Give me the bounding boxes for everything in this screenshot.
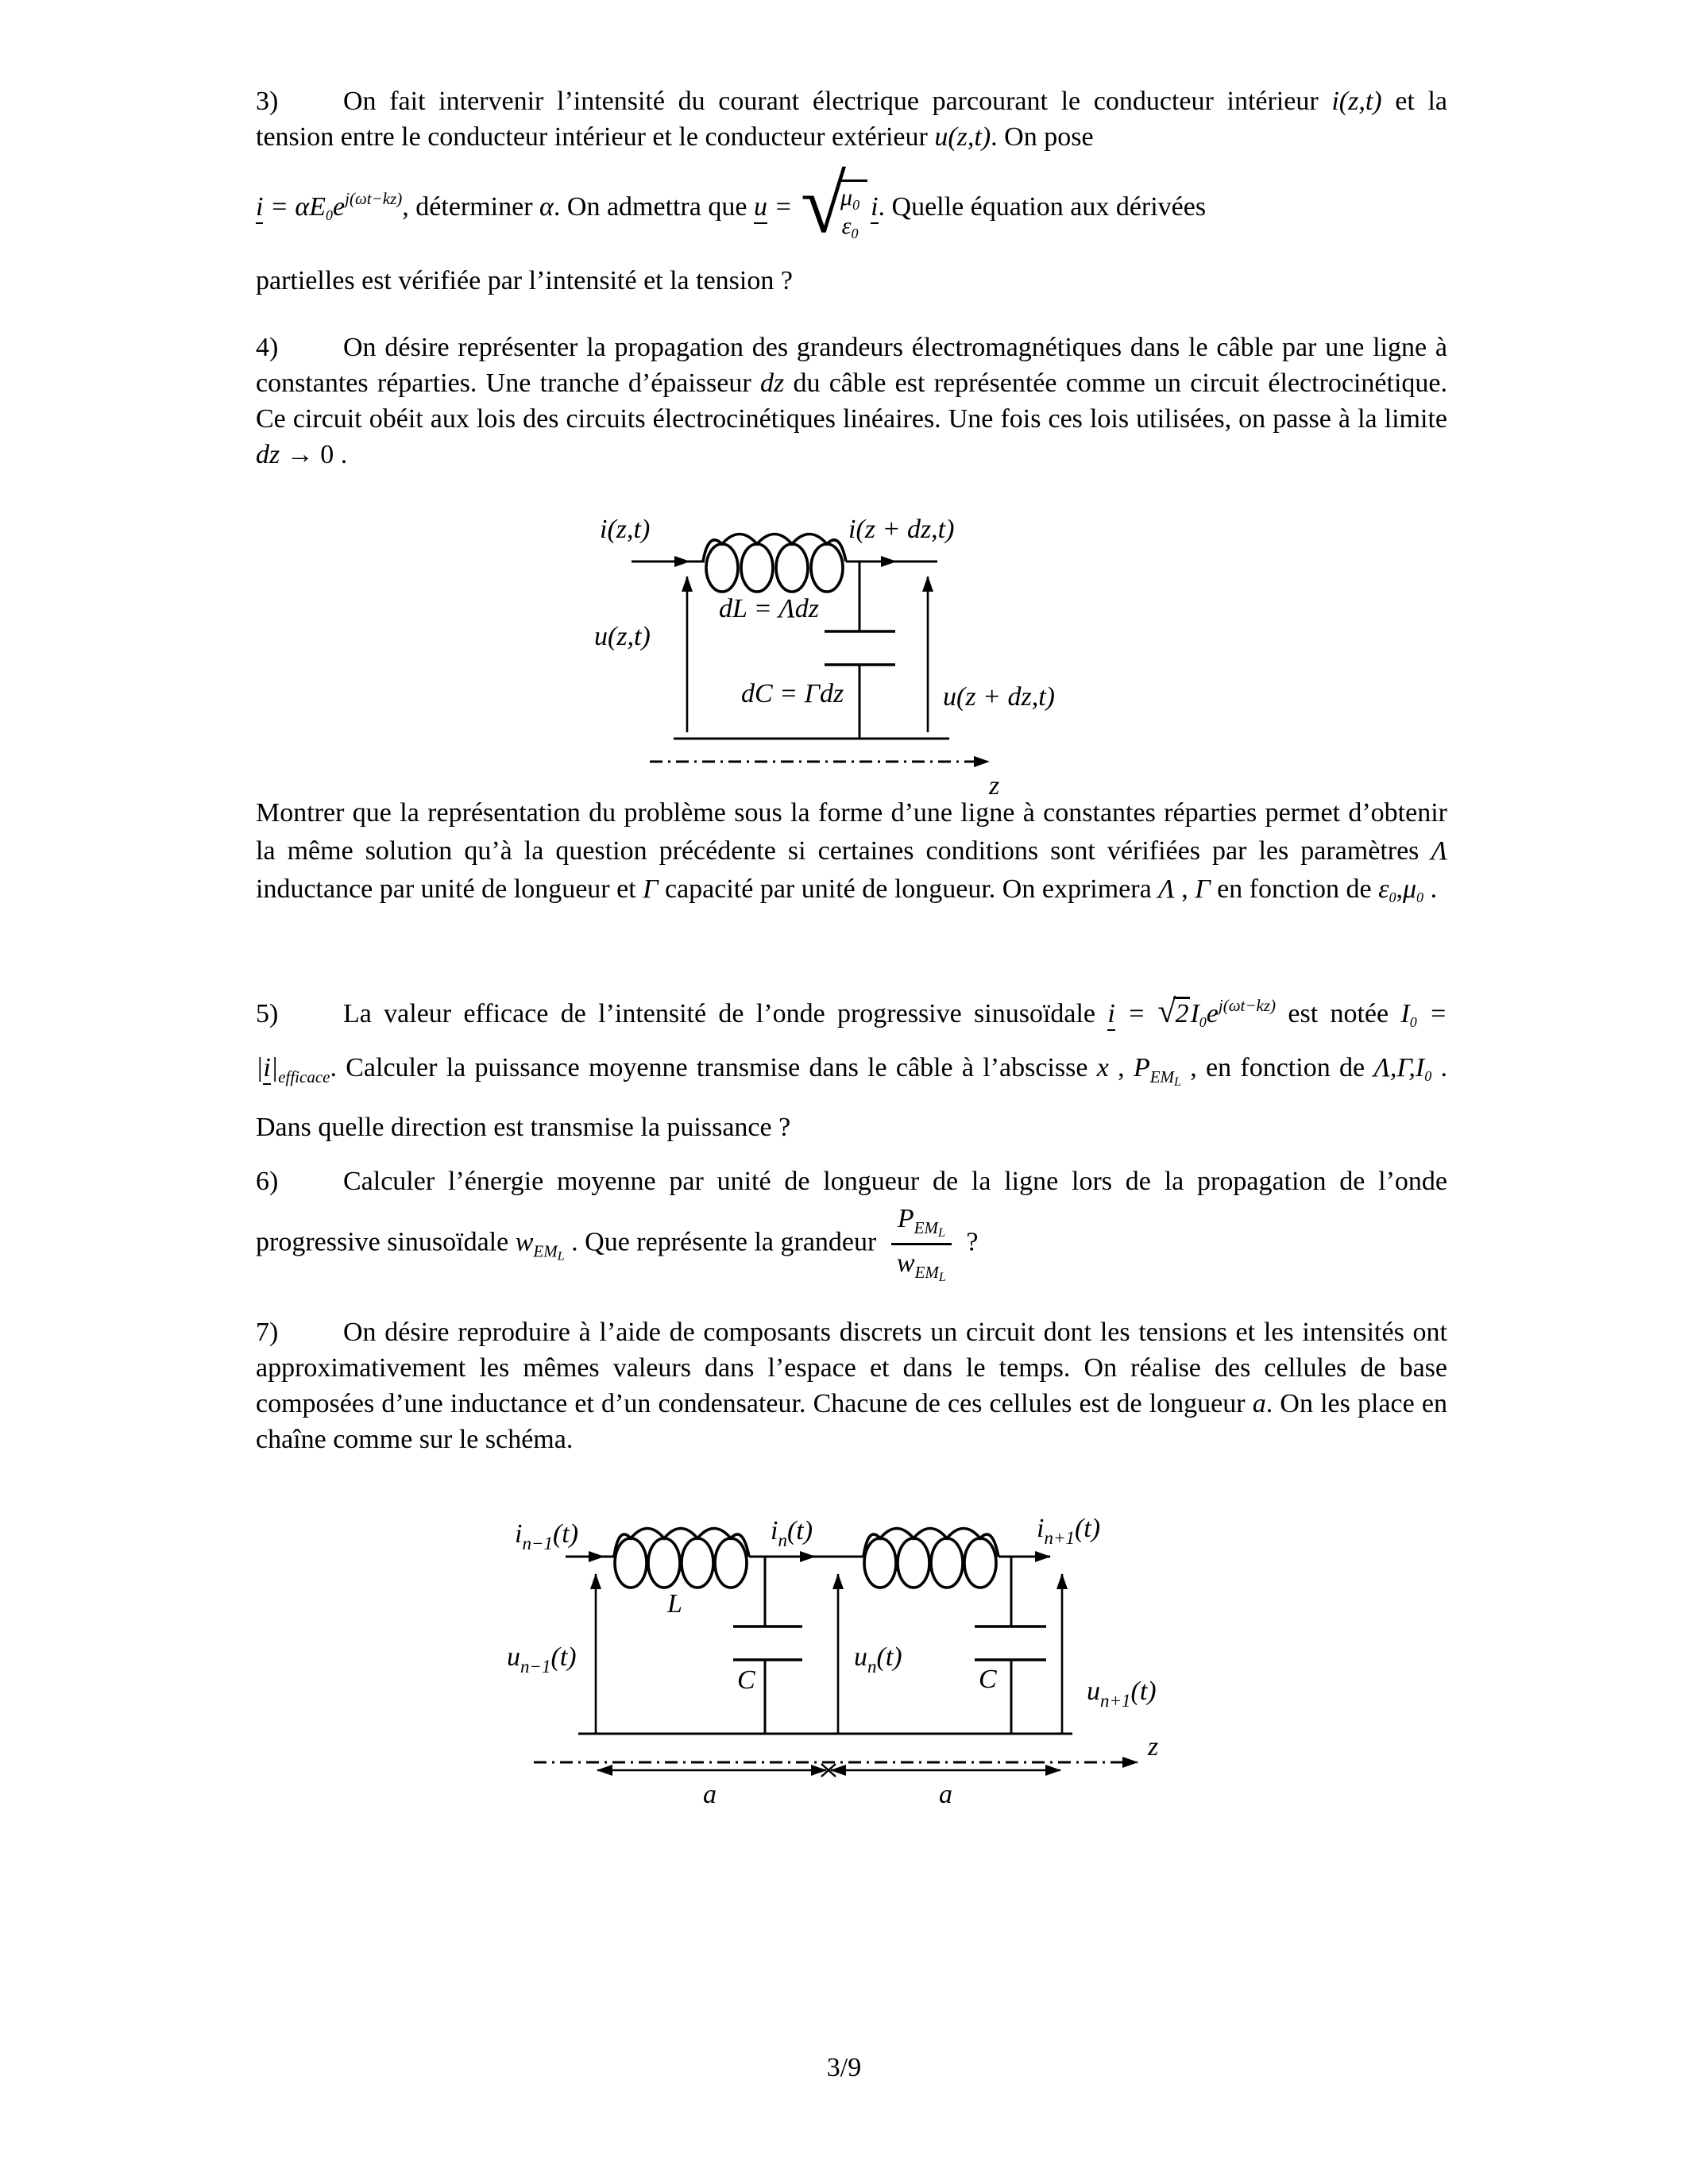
- capacitor1-plates: [733, 1626, 802, 1660]
- question-5: 5) La valeur efficace de l’intensité de l’onde progressive sinusoïdale $i = √2I0e^{j(\omega t-kz)}$ est notée $I0 = |i|_{efficace}$. Calculer la puissance moyenne transmise dans le câble à l’abscisse x , $P_{EML}$ , en fonction de Λ,Γ,I0 . Dans quelle direction est transmise la puissance ?: [256, 983, 1447, 1150]
- capacitor2-plates: [975, 1626, 1046, 1660]
- math-u-zt: u(z,t): [934, 122, 991, 152]
- page-number: 3/9: [826, 2053, 862, 2082]
- math-I: I: [1415, 1053, 1425, 1082]
- inductor-coil: [703, 534, 846, 592]
- text-segment: On désire reproduire à l’aide de composants discrets un circuit dont les tensions et les intensités ont approximativement les mêmes valeurs dans l’espace et dans le temps. On réalise des cellules de base composées d’une inductance et d’un condensateur. Chacune de ces cellules est de longueur: [256, 1318, 1447, 1418]
- label-L: L: [667, 1589, 682, 1619]
- math-alpha-E: αE: [295, 191, 326, 222]
- label-z-axis: z: [1148, 1732, 1159, 1761]
- text-segment: ,: [1108, 1053, 1134, 1082]
- label-u-next: $u_{n+1}(t)$: [1087, 1677, 1157, 1711]
- text-segment: inductance par unité de longueur et: [256, 874, 643, 904]
- paragraph-montrer: Montrer que la représentation du problème sous la forme d’une ligne à constantes réparties permet d’obtenir la même solution qu’à la question précédente si certaines conditions sont vérifiées par les paramètres Λ inductance par unité de longueur et Γ capacité par unité de longueur. On exprimera Λ , Γ en fonction de ε0,μ0 .: [256, 798, 1447, 905]
- text-segment: . Quelle équation aux dérivées: [878, 191, 1207, 222]
- question-7: [256, 1314, 1447, 1457]
- abs-bar: |: [270, 1053, 279, 1082]
- label-dC: dC = Γdz: [741, 679, 844, 708]
- exponent: j(ωt−kz): [345, 188, 403, 208]
- text-segment: → 0 .: [280, 440, 348, 469]
- text-segment: ,: [1174, 874, 1196, 904]
- subscript-efficace: efficace: [278, 1067, 330, 1086]
- question-number: 7): [256, 1318, 279, 1347]
- text-segment: ,: [1396, 874, 1403, 904]
- math-gamma: Γ: [1195, 874, 1211, 904]
- text-segment: . Que représente la grandeur: [564, 1227, 883, 1257]
- abs-bar: |: [256, 1053, 264, 1082]
- text-segment: partielles est vérifiée par l’intensité et la tension ?: [256, 266, 793, 295]
- question-3: [256, 83, 1447, 299]
- math-alpha: α: [539, 191, 554, 222]
- text-segment: La valeur efficace de l’intensité de l’onde progressive sinusoïdale: [343, 999, 1108, 1028]
- formula: [256, 159, 1207, 250]
- circuit-diagram-lc-chain: [445, 1501, 1192, 1835]
- inductor-coil-1: [614, 1529, 749, 1588]
- math-e: e: [1206, 999, 1219, 1028]
- exponent: j(ωt−kz): [1218, 996, 1277, 1015]
- text-segment: et la tension entre le conducteur intérieur et le conducteur extérieur: [256, 87, 1448, 152]
- math-i-underlined: i: [871, 192, 878, 224]
- label-C2: C: [979, 1665, 997, 1694]
- label-i-next: $i_{n+1}(t)$: [1037, 1514, 1101, 1548]
- math-a: a: [1252, 1389, 1266, 1418]
- math-I: I: [1400, 999, 1410, 1028]
- math-lambda: Λ: [1158, 874, 1175, 904]
- equals: =: [767, 191, 799, 222]
- question-number: 4): [256, 333, 279, 362]
- text-segment: Calculer l’énergie moyenne par unité de longueur de la ligne lors de la propagation de l’onde progressive sinusoïdale: [256, 1167, 1447, 1257]
- radical-sign: √: [1157, 994, 1174, 1030]
- label-u-z-t: u(z,t): [594, 622, 651, 651]
- fraction-numerator: $P_{EML}$: [891, 1202, 952, 1245]
- inductor-coil-2: [863, 1529, 999, 1588]
- math-x: x: [1096, 1053, 1109, 1082]
- question-number: 6): [256, 1167, 279, 1196]
- math-lambda: Λ: [1431, 836, 1447, 866]
- question-number: 3): [256, 87, 279, 116]
- math-i-zt: i(z,t): [1331, 87, 1382, 116]
- question-4: [256, 330, 1447, 473]
- capacitor-plates: [825, 631, 895, 665]
- fraction-P-over-w: [891, 1202, 952, 1286]
- text-segment: ?: [959, 1227, 979, 1257]
- question-number: 5): [256, 999, 279, 1028]
- text-segment: On désire représenter la propagation des grandeurs électromagnétiques dans le câble par une ligne à constantes réparties. Une tranche d’épaisseur: [256, 333, 1447, 398]
- text-segment: . On les place en chaîne comme sur le schéma.: [256, 1389, 1447, 1454]
- text-segment: , en fonction de: [1180, 1053, 1374, 1082]
- sqrt-two: 2: [1173, 997, 1190, 1028]
- label-u-z-dz-t: u(z + dz,t): [943, 682, 1055, 712]
- subscript-0: 0: [326, 206, 334, 223]
- equals: =: [1416, 999, 1447, 1028]
- question-6: 6) Calculer l’énergie moyenne par unité de longueur de la ligne lors de la propagation de l’onde progressive sinusoïdale $w_{EML}$ . Que représente la grandeur $P_{EML}$ $w_{EML}$ ?: [256, 1161, 1447, 1286]
- square-root: √ $\mu_0$ $\varepsilon_0$: [801, 178, 867, 240]
- label-u-n: $u_n(t)$: [854, 1642, 902, 1677]
- math-i-underlined: i: [1107, 999, 1114, 1031]
- label-dL: dL = Λdz: [719, 594, 820, 623]
- question-3-intro: [256, 83, 1447, 155]
- text-segment: du câble est représentée comme un circuit électrocinétique. Ce circuit obéit aux lois des circuits électrocinétiques linéaires. Une fois ces lois utilisées, on passe à la limite: [256, 369, 1447, 434]
- text-segment: . Dans quelle direction est transmise la puissance ?: [256, 1053, 1448, 1142]
- math-eps0: ε: [1378, 874, 1389, 904]
- text-segment: On fait intervenir l’intensité du courant électrique parcourant le conducteur intérieur: [343, 87, 1332, 116]
- math-mu0: μ: [1402, 874, 1417, 904]
- label-i-prev: $i_{n-1}(t)$: [515, 1519, 579, 1553]
- text-segment: . Calculer la puissance moyenne transmise dans le câble à l’abscisse: [330, 1053, 1097, 1082]
- text-segment: Montrer que la représentation du problème sous la forme d’une ligne à constantes réparties permet d’obtenir la même solution qu’à la question précédente si certaines conditions sont vérifiées par les paramètres: [256, 798, 1447, 866]
- math-dz: dz: [759, 369, 785, 398]
- text-segment: . On admettra que: [553, 191, 754, 222]
- label-u-prev: $u_{n-1}(t)$: [507, 1642, 577, 1677]
- math-lambda-gamma: Λ,Γ,: [1373, 1053, 1416, 1082]
- math-e: e: [333, 191, 346, 222]
- math-P: P: [1133, 1053, 1150, 1082]
- equals: =: [1114, 999, 1158, 1028]
- text-segment: capacité par unité de longueur. On exprimera: [658, 874, 1159, 904]
- math-i-underlined: i: [263, 1053, 270, 1085]
- fraction-denominator: $w_{EML}$: [896, 1248, 946, 1284]
- math-i-underlined: i: [256, 192, 263, 224]
- circuit-diagram-dz-cell: [556, 494, 1080, 812]
- text-segment: est notée: [1276, 999, 1401, 1028]
- question-3-last-line: [256, 263, 1447, 299]
- question-3-formula-line: [256, 155, 1447, 263]
- text-segment: . On pose: [991, 122, 1094, 152]
- math-w: w: [515, 1227, 534, 1257]
- equals: =: [263, 191, 295, 222]
- math-gamma: Γ: [643, 874, 659, 904]
- label-a-2: a: [939, 1780, 952, 1809]
- label-i-z-dz-t: i(z + dz,t): [848, 515, 955, 544]
- label-C1: C: [737, 1665, 755, 1695]
- label-i-n: $i_n(t)$: [771, 1516, 813, 1550]
- math-u-underlined: u: [754, 192, 767, 224]
- text-segment: en fonction de: [1210, 874, 1379, 904]
- label-a-1: a: [703, 1780, 717, 1809]
- fraction-mu0-eps0: [839, 179, 867, 241]
- label-z-axis: z: [989, 771, 1000, 801]
- text-segment: , déterminer: [402, 191, 540, 222]
- math-I: I: [1190, 999, 1199, 1028]
- math-dz: dz: [256, 440, 280, 469]
- fraction-denominator: $\varepsilon_0$: [841, 213, 859, 241]
- label-i-z-t: i(z,t): [600, 515, 651, 544]
- fraction-numerator: $\mu_0$: [840, 183, 860, 213]
- text-segment: .: [1423, 874, 1438, 904]
